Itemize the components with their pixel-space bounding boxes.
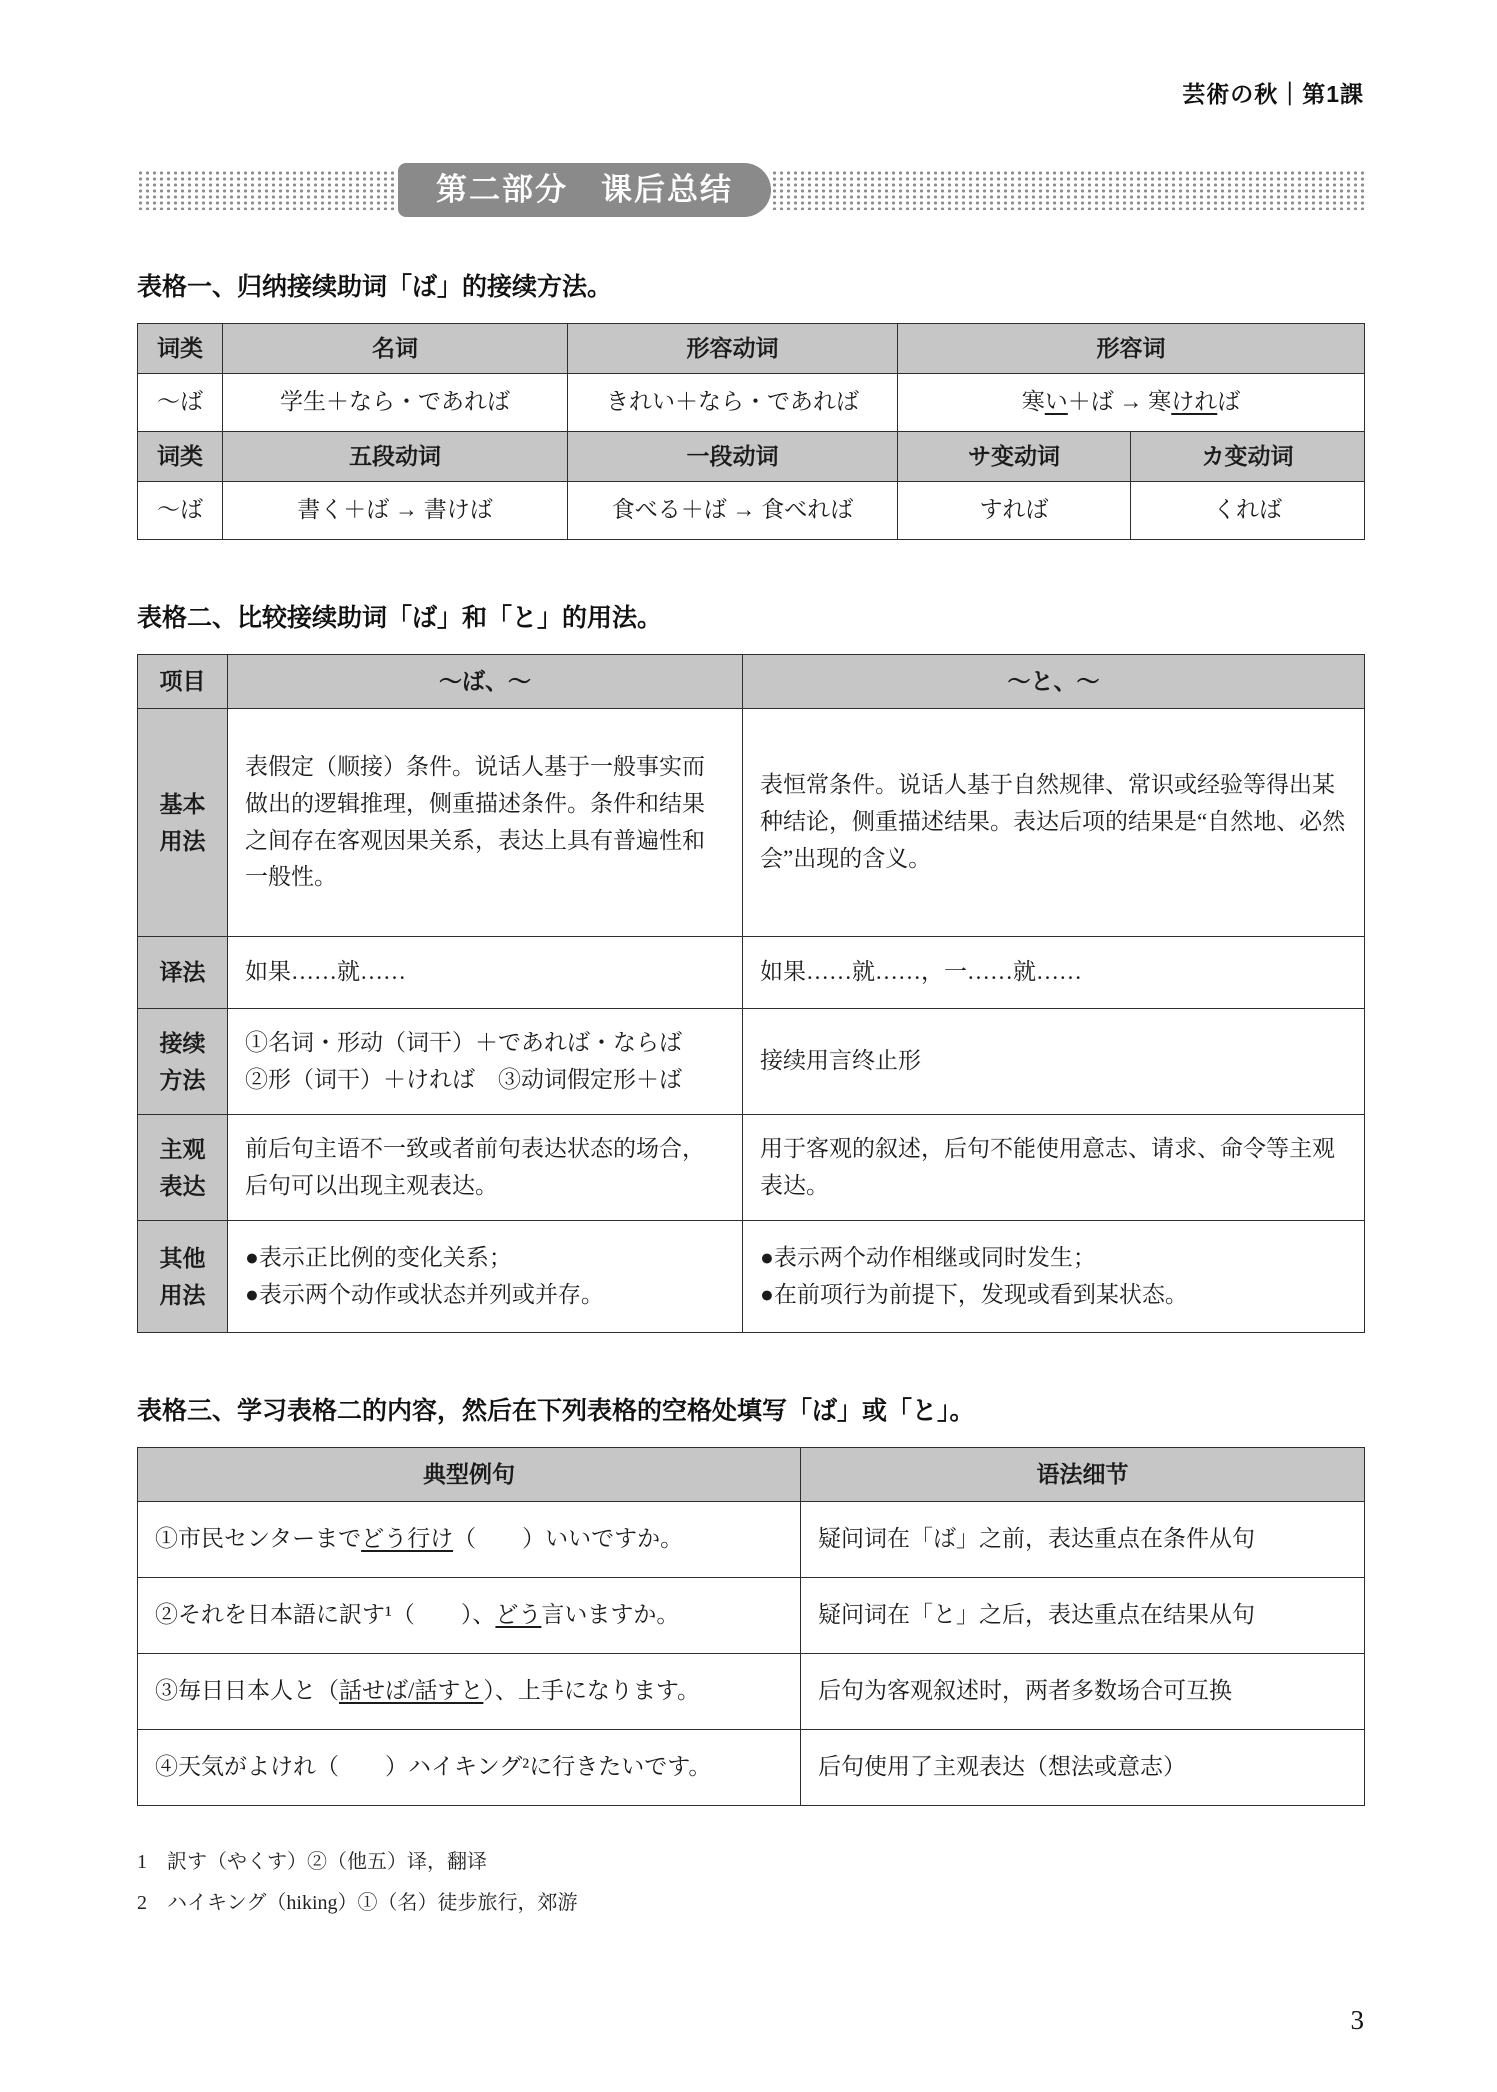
table-header-cell: 名词: [223, 324, 568, 374]
table-cell: くれば: [1131, 482, 1365, 540]
footnotes: [137, 1842, 1364, 1924]
table-cell: ～ば: [138, 482, 223, 540]
table-cell: 学生＋なら・であれば: [223, 374, 568, 432]
underlined-segment: けれ: [1171, 389, 1218, 415]
cell-line: ●表示正比例的变化关系；: [245, 1244, 512, 1270]
row-label-cell: [138, 709, 228, 937]
grammar-detail-cell: 疑问词在「と」之后，表达重点在结果从句: [801, 1578, 1365, 1654]
exercise-table: [137, 1447, 1365, 1806]
comparison-table: [137, 654, 1365, 1333]
table-header-cell: 形容词: [898, 324, 1365, 374]
grammar-detail-cell: 疑问词在「ば」之前，表达重点在条件从句: [801, 1502, 1365, 1578]
example-sentence-cell: [138, 1578, 801, 1654]
table-header-cell: サ变动词: [898, 432, 1131, 482]
text-segment: ②それを日本語に訳す¹（ ）、: [155, 1602, 496, 1628]
table-cell: [898, 374, 1365, 432]
row-label-cell: [138, 1009, 228, 1115]
table-row: [138, 1448, 1365, 1502]
page-number: 3: [1350, 2005, 1364, 2035]
table-row: [138, 1730, 1365, 1806]
example-sentence-cell: [138, 1654, 801, 1730]
text-segment: ③毎日日本人と（: [155, 1678, 339, 1704]
table3-caption: 表格三、学习表格二的内容，然后在下列表格的空格处填写「ば」或「と」。: [137, 1397, 975, 1425]
example-sentence-cell: [138, 1730, 801, 1806]
table-cell: 表假定（顺接）条件。说话人基于一般事实而做出的逻辑推理，侧重描述条件。条件和结果之间存在客观因果关系，表达上具有普遍性和一般性。: [228, 709, 743, 937]
text-segment: ＋ば → 寒: [1067, 389, 1172, 415]
table1-caption: 表格一、归纳接续助词「ば」的接续方法。: [137, 273, 613, 301]
label-line: 用法: [159, 1281, 206, 1308]
text-segment: ）、上手になります。: [483, 1678, 701, 1704]
table-row: [138, 432, 1365, 482]
section-banner: [137, 0, 1364, 217]
content: [137, 0, 1364, 1924]
table-header-cell: 五段动词: [223, 432, 568, 482]
text-segment: 言いますか。: [541, 1602, 680, 1628]
table-cell: 接续用言终止形: [743, 1009, 1365, 1115]
table-cell: きれい＋なら・であれば: [568, 374, 898, 432]
table-cell: [228, 1221, 743, 1333]
table2-caption: 表格二、比较接续助词「ば」和「と」的用法。: [137, 604, 663, 632]
grammar-detail-cell: 后句为客观叙述时，两者多数场合可互换: [801, 1654, 1365, 1730]
table-header-cell: 词类: [138, 324, 223, 374]
table-cell: 前后句主语不一致或者前句表达状态的场合，后句可以出现主观表达。: [228, 1115, 743, 1221]
text-segment: ④天気がよけれ（ ）ハイキング²に行きたいです。: [155, 1754, 712, 1780]
table-header-cell: ～ば、～: [228, 655, 743, 709]
table-row: [138, 374, 1365, 432]
label-line: 方法: [159, 1066, 206, 1093]
table-cell: ～ば: [138, 374, 223, 432]
table-row: [138, 1009, 1365, 1115]
table-header-cell: カ变动词: [1131, 432, 1365, 482]
label-line: 基本: [159, 790, 206, 817]
underlined-segment: どう行け: [361, 1526, 454, 1552]
table-row: [138, 324, 1365, 374]
text-segment: 寒: [1021, 389, 1045, 415]
label-line: 表达: [159, 1172, 206, 1199]
table-header-cell: 词类: [138, 432, 223, 482]
table-header-cell: 一段动词: [568, 432, 898, 482]
label-line: 译法: [159, 959, 206, 986]
table-header-cell: 典型例句: [138, 1448, 801, 1502]
label-line: 主观: [159, 1135, 206, 1162]
row-label-cell: [138, 1115, 228, 1221]
table-header-cell: 语法细节: [801, 1448, 1365, 1502]
table-header-cell: 项目: [138, 655, 228, 709]
table-row: [138, 655, 1365, 709]
cell-line: ②形（词干）＋ければ ③动词假定形＋ば: [245, 1066, 682, 1092]
cell-line: ●表示两个动作相继或同时发生；: [760, 1244, 1096, 1270]
table-cell: 用于客观的叙述，后句不能使用意志、请求、命令等主观表达。: [743, 1115, 1365, 1221]
text-segment: （ ）いいですか。: [453, 1526, 684, 1552]
banner-dots-right: [771, 170, 1364, 210]
grammar-detail-cell: 后句使用了主观表达（想法或意志）: [801, 1730, 1365, 1806]
table-cell: 表恒常条件。说话人基于自然规律、常识或经验等得出某种结论，侧重描述结果。表达后项的结果是“自然地、必然会”出现的含义。: [743, 709, 1365, 937]
table-cell: すれば: [898, 482, 1131, 540]
running-header: 芸術の秋｜第1課: [1182, 81, 1364, 107]
footnote-1: 1 訳す（やくす）②（他五）译，翻译: [137, 1851, 487, 1873]
label-line: 其他: [159, 1244, 206, 1271]
table-row: [138, 1221, 1365, 1333]
table-header-cell: ～と、～: [743, 655, 1365, 709]
table-row: [138, 1654, 1365, 1730]
banner-dots-left: [137, 170, 398, 210]
table-cell: 書く＋ば → 書けば: [223, 482, 568, 540]
table-row: [138, 937, 1365, 1009]
row-label-cell: [138, 937, 228, 1009]
table-row: [138, 709, 1365, 937]
table-cell: 如果……就……: [228, 937, 743, 1009]
underlined-segment: 話せば/話すと: [339, 1678, 484, 1704]
cell-line: ●在前项行为前提下，发现或看到某状态。: [760, 1281, 1188, 1307]
banner-title: 第二部分 课后总结: [398, 163, 771, 217]
table-row: [138, 1502, 1365, 1578]
example-sentence-cell: [138, 1502, 801, 1578]
conjugation-table: [137, 323, 1365, 540]
table-header-cell: 形容动词: [568, 324, 898, 374]
table-row: [138, 1115, 1365, 1221]
underlined-segment: い: [1044, 389, 1068, 415]
text-segment: ば: [1217, 389, 1241, 415]
row-label-cell: [138, 1221, 228, 1333]
cell-line: ①名词・形动（词干）＋であれば・ならば: [245, 1029, 682, 1055]
footnote-2: 2 ハイキング（hiking）①（名）徒步旅行，郊游: [137, 1892, 578, 1914]
table-cell: [228, 1009, 743, 1115]
underlined-segment: どう: [495, 1602, 542, 1628]
table-cell: 食べる＋ば → 食べれば: [568, 482, 898, 540]
label-line: 接续: [159, 1029, 206, 1056]
table-cell: [743, 1221, 1365, 1333]
label-line: 用法: [159, 827, 206, 854]
text-segment: ①市民センターまで: [155, 1526, 362, 1552]
table-row: [138, 1578, 1365, 1654]
cell-line: ●表示两个动作或状态并列或并存。: [245, 1281, 604, 1307]
table-cell: 如果……就……，一……就……: [743, 937, 1365, 1009]
table-row: [138, 482, 1365, 540]
